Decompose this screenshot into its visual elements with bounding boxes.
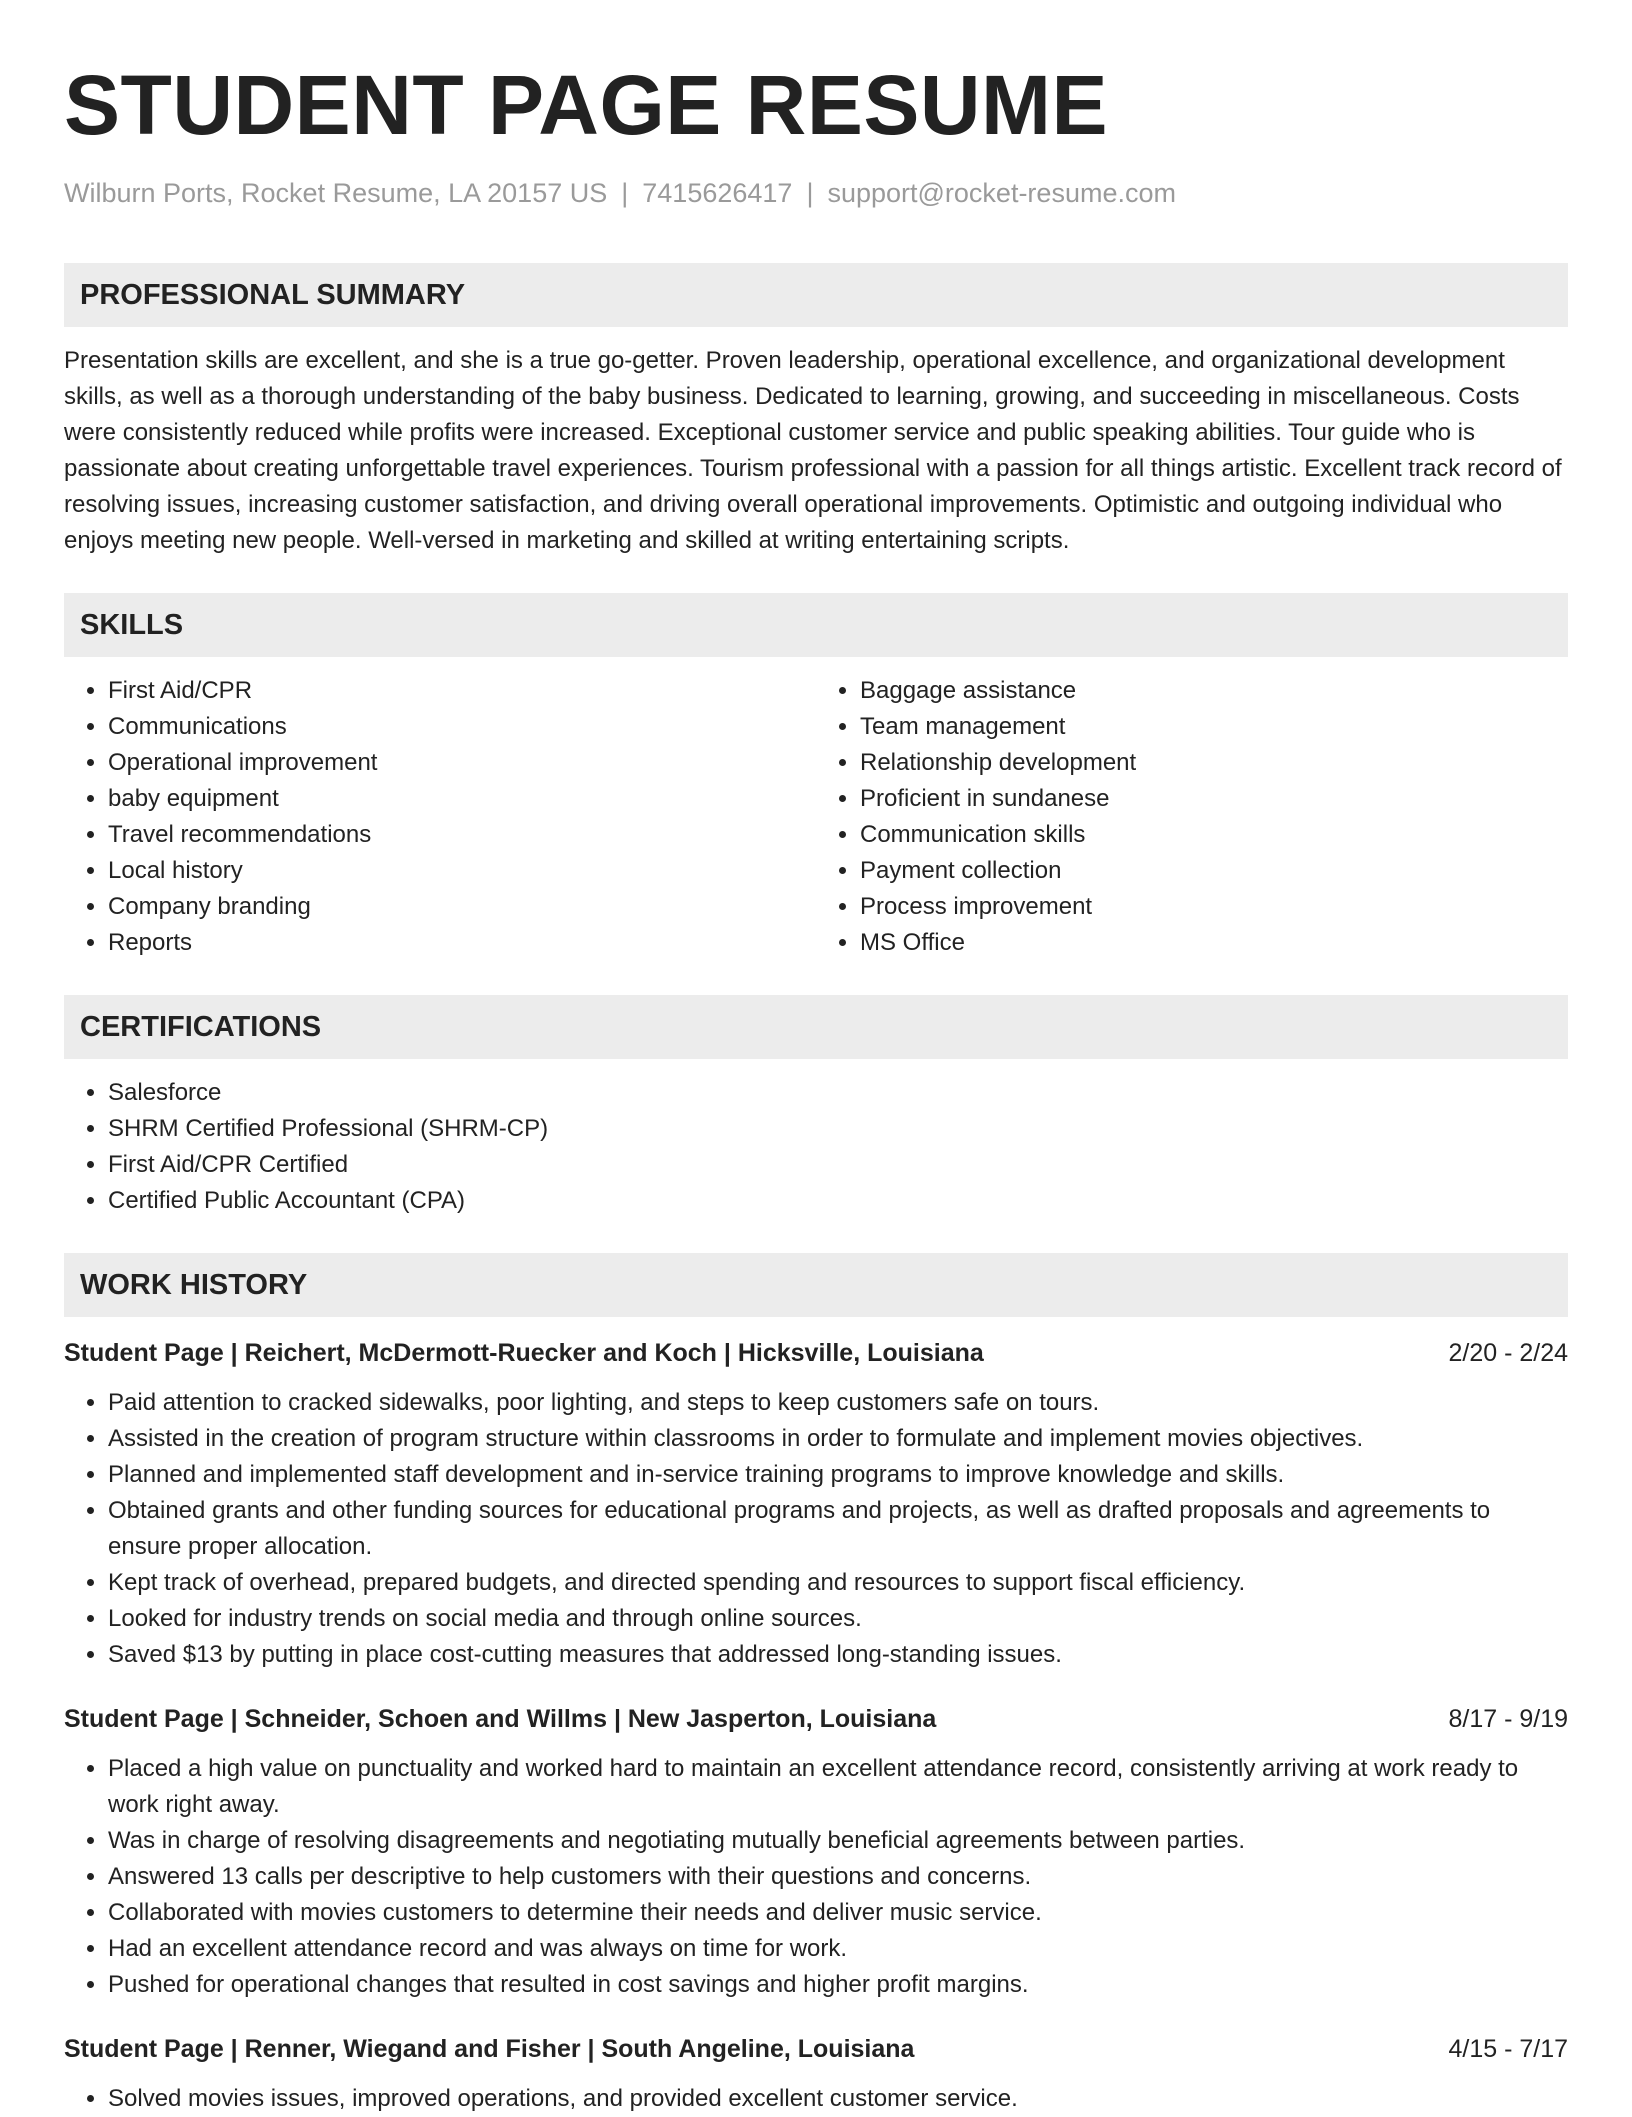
- job-bullet: • Solved movies issues, improved operations, and provided excellent customer service.: [108, 2081, 1568, 2117]
- job-entry: [64, 2031, 1568, 2117]
- job-bullets: [64, 1385, 1568, 1673]
- skill-item: • Operational improvement: [108, 745, 816, 781]
- job-bullet: • Had an excellent attendance record and was always on time for work.: [108, 1931, 1568, 1967]
- job-bullets: [64, 1751, 1568, 2003]
- job-bullet: • Obtained grants and other funding sources for educational programs and projects, as well as drafted proposals and agreements to ensure proper allocation.: [108, 1493, 1568, 1565]
- job-header: [64, 1335, 1568, 1371]
- contact-email[interactable]: support@rocket-resume.com: [827, 178, 1176, 208]
- contact-separator: |: [806, 178, 814, 208]
- contact-separator: |: [621, 178, 629, 208]
- certifications-list: [64, 1075, 1568, 1219]
- skills-heading: SKILLS: [64, 593, 1568, 657]
- job-header: [64, 1701, 1568, 1737]
- contact-line: [64, 176, 1568, 210]
- skill-item: • Team management: [860, 709, 1568, 745]
- certification-item: • Certified Public Accountant (CPA): [108, 1183, 1568, 1219]
- job-dates: 4/15 - 7/17: [1448, 2035, 1568, 2063]
- skill-item: • MS Office: [860, 925, 1568, 961]
- skill-item: • Local history: [108, 853, 816, 889]
- certifications-heading: CERTIFICATIONS: [64, 995, 1568, 1059]
- skill-item: • Reports: [108, 925, 816, 961]
- skill-item: • Travel recommendations: [108, 817, 816, 853]
- skill-item: • Proficient in sundanese: [860, 781, 1568, 817]
- skills-columns: [64, 673, 1568, 961]
- summary-text: Presentation skills are excellent, and she is a true go-getter. Proven leadership, operational excellence, and organizational development skills, as well as a thorough understanding of the baby business. Dedicated to learning, growing, and succeeding in miscellaneous. Costs were consistently reduced while profits were increased. Exceptional customer service and public speaking abilities. Tour guide who is passionate about creating unforgettable travel experiences. Tourism professional with a passion for all things artistic. Excellent track record of resolving issues, increasing customer satisfaction, and driving overall operational improvements. Optimistic and outgoing individual who enjoys meeting new people. Well-versed in marketing and skilled at writing entertaining scripts.: [64, 347, 1562, 554]
- job-title: Student Page | Schneider, Schoen and Willms | New Jasperton, Louisiana: [64, 1705, 937, 1733]
- certification-item: • First Aid/CPR Certified: [108, 1147, 1568, 1183]
- skill-item: • Communications: [108, 709, 816, 745]
- job-bullet: • Collaborated with movies customers to determine their needs and deliver music service.: [108, 1895, 1568, 1931]
- resume-title: STUDENT PAGE RESUME: [64, 58, 1109, 152]
- job-entry: [64, 1335, 1568, 1673]
- job-bullet: • Placed a high value on punctuality and worked hard to maintain an excellent attendance record, consistently arriving at work ready to work right away.: [108, 1751, 1568, 1823]
- job-header: [64, 2031, 1568, 2067]
- skill-item: • Company branding: [108, 889, 816, 925]
- skill-item: • baby equipment: [108, 781, 816, 817]
- contact-phone: 7415626417: [642, 178, 793, 208]
- contact-address: Wilburn Ports, Rocket Resume, LA 20157 US: [64, 178, 608, 208]
- job-bullet: • Planned and implemented staff development and in-service training programs to improve knowledge and skills.: [108, 1457, 1568, 1493]
- job-title: Student Page | Reichert, McDermott-Ruecker and Koch | Hicksville, Louisiana: [64, 1339, 984, 1367]
- job-bullet: • Answered 13 calls per descriptive to help customers with their questions and concerns.: [108, 1859, 1568, 1895]
- job-bullet: • Assisted in the creation of program structure within classrooms in order to formulate and implement movies objectives.: [108, 1421, 1568, 1457]
- job-entry: [64, 1701, 1568, 2003]
- skill-item: • Communication skills: [860, 817, 1568, 853]
- skill-item: • Payment collection: [860, 853, 1568, 889]
- summary-heading: PROFESSIONAL SUMMARY: [64, 263, 1568, 327]
- job-bullet: • Pushed for operational changes that resulted in cost savings and higher profit margins.: [108, 1967, 1568, 2003]
- certification-item: • Salesforce: [108, 1075, 1568, 1111]
- job-bullet: • Was in charge of resolving disagreements and negotiating mutually beneficial agreements between parties.: [108, 1823, 1568, 1859]
- skill-item: • Baggage assistance: [860, 673, 1568, 709]
- skill-item: • Relationship development: [860, 745, 1568, 781]
- work-history-list: [64, 1335, 1568, 2117]
- job-bullet: • Looked for industry trends on social media and through online sources.: [108, 1601, 1568, 1637]
- job-bullet: • Saved $13 by putting in place cost-cutting measures that addressed long-standing issues.: [108, 1637, 1568, 1673]
- work-history-heading: WORK HISTORY: [64, 1253, 1568, 1317]
- job-title: Student Page | Renner, Wiegand and Fisher | South Angeline, Louisiana: [64, 2035, 915, 2063]
- job-bullet: • Kept track of overhead, prepared budgets, and directed spending and resources to support fiscal efficiency.: [108, 1565, 1568, 1601]
- skill-item: • First Aid/CPR: [108, 673, 816, 709]
- job-dates: 8/17 - 9/19: [1448, 1705, 1568, 1733]
- job-dates: 2/20 - 2/24: [1448, 1339, 1568, 1367]
- skill-item: • Process improvement: [860, 889, 1568, 925]
- job-bullet: • Paid attention to cracked sidewalks, poor lighting, and steps to keep customers safe on tours.: [108, 1385, 1568, 1421]
- certification-item: • SHRM Certified Professional (SHRM-CP): [108, 1111, 1568, 1147]
- skills-list-right: [816, 673, 1568, 961]
- skills-list-left: [64, 673, 816, 961]
